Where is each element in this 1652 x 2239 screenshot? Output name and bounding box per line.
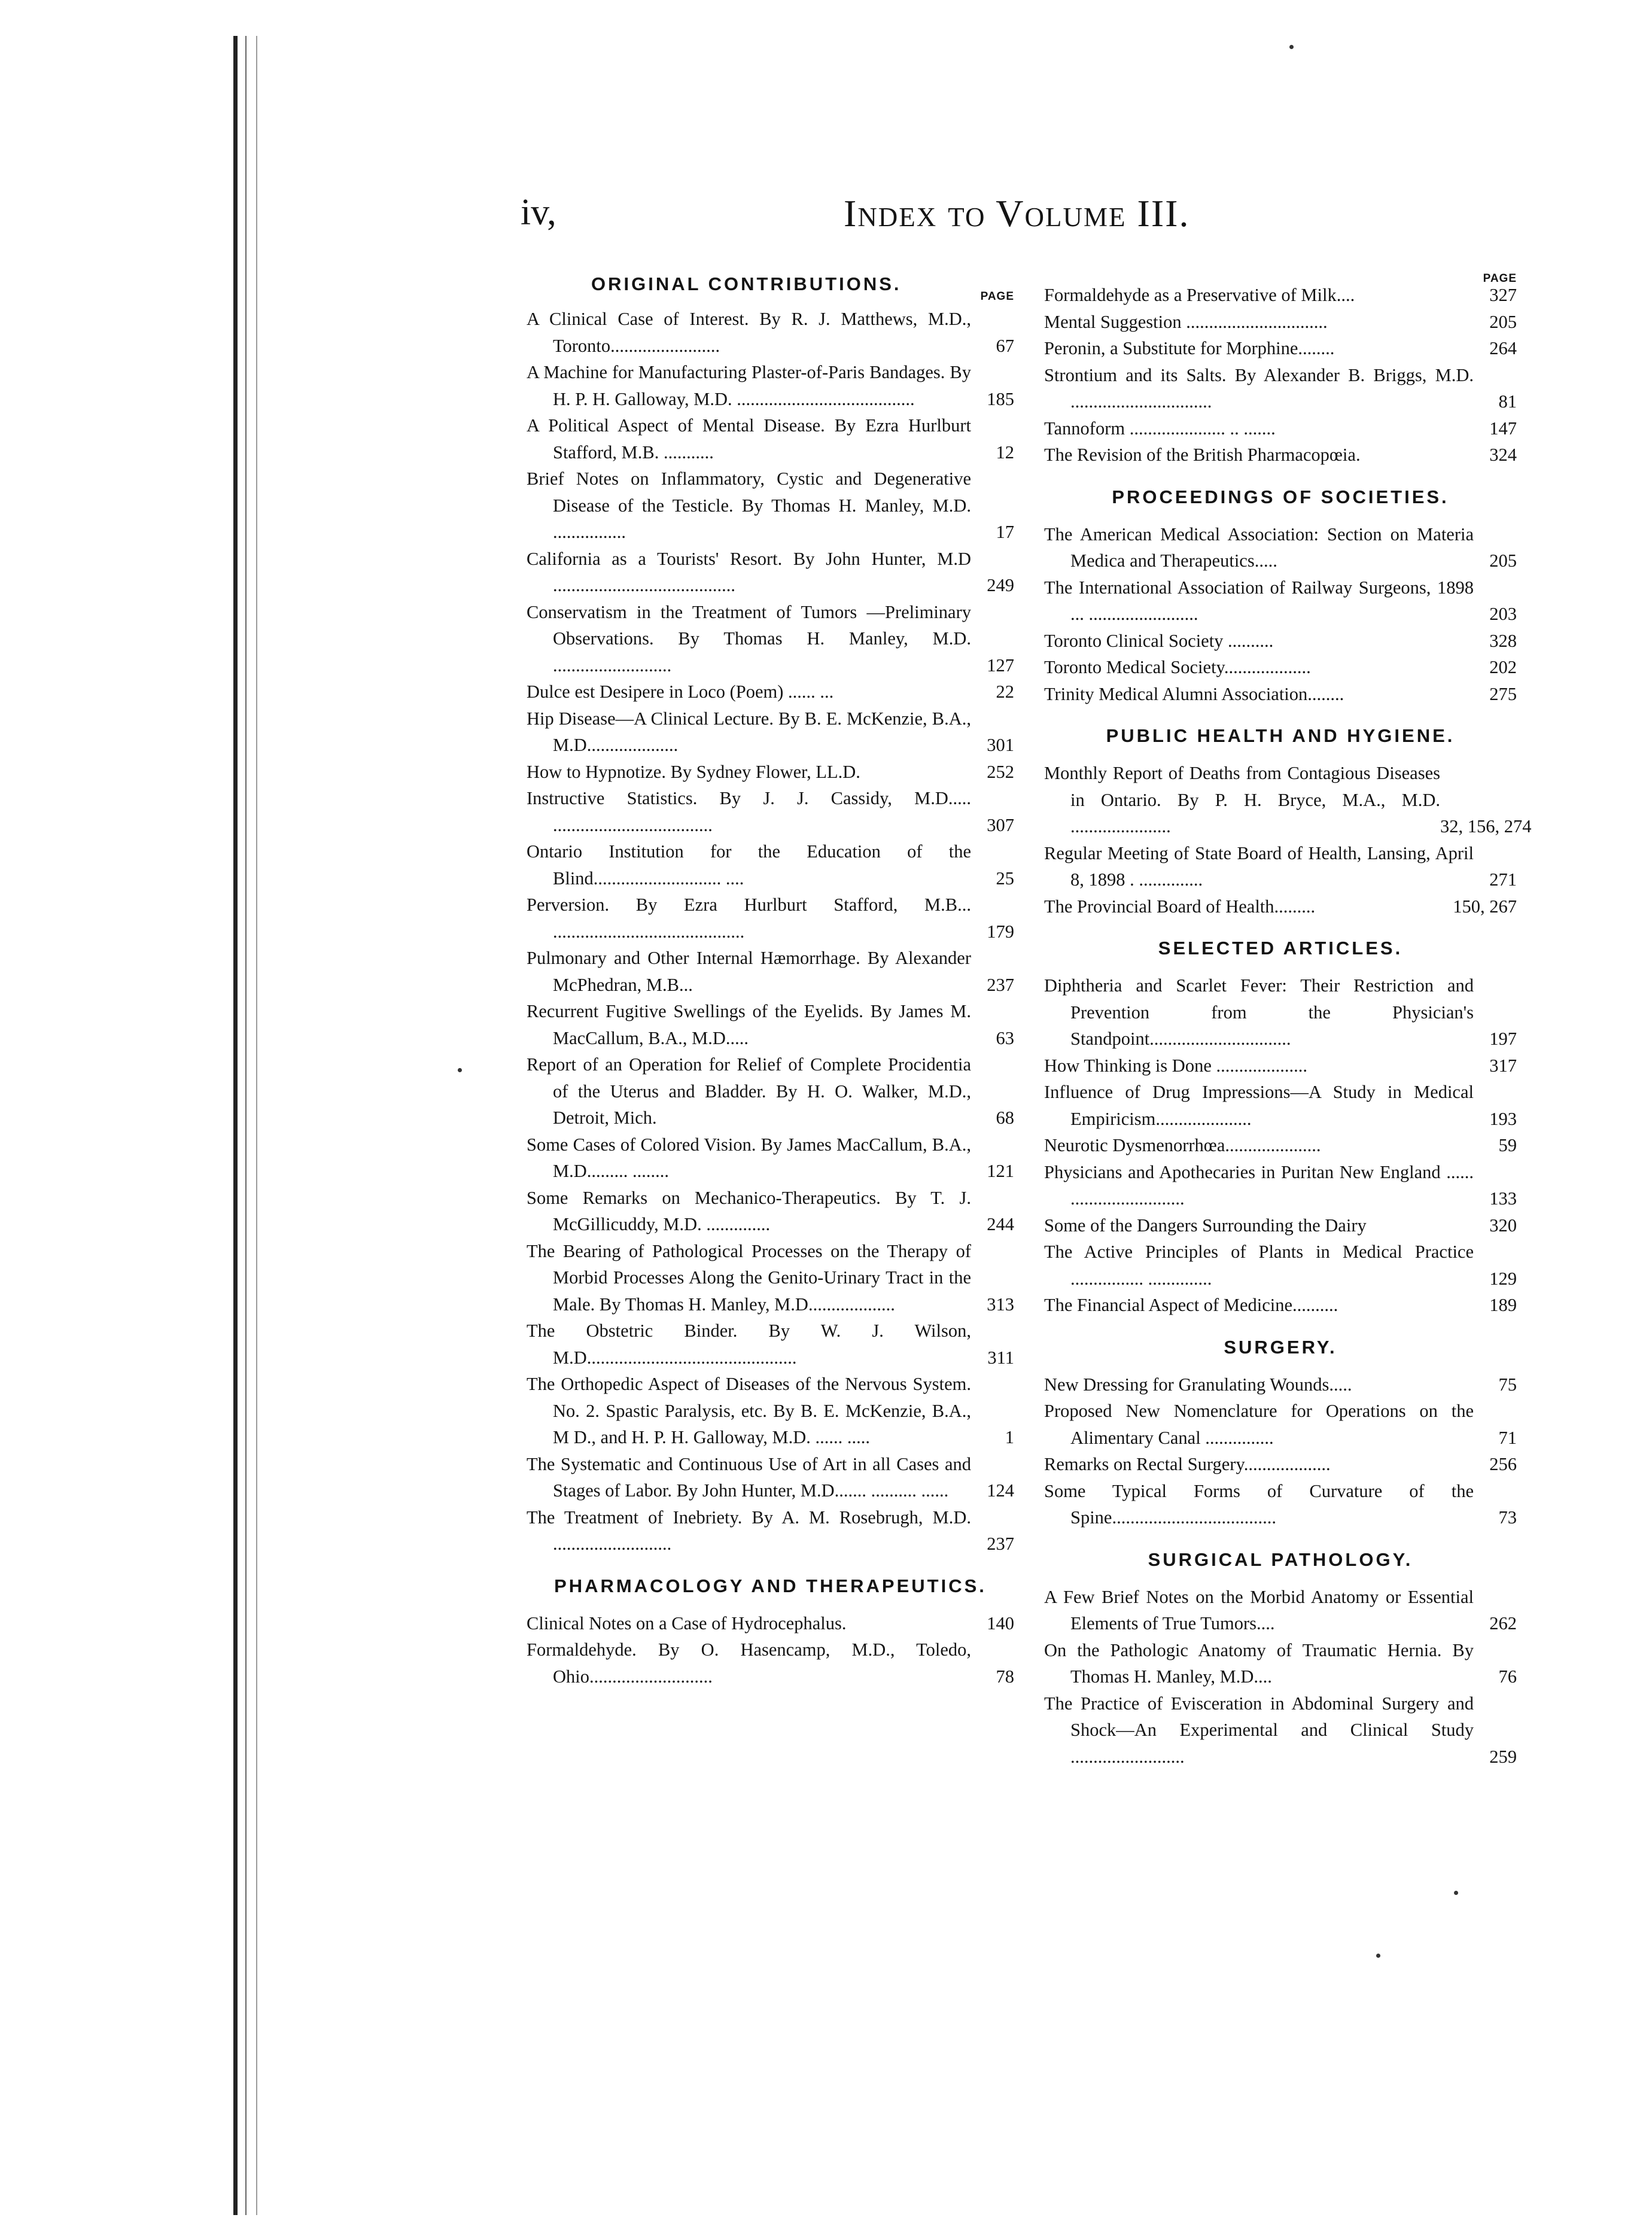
index-entry [527,1185,1014,1238]
entry-page-number: 73 [1498,1507,1517,1528]
entry-page-number: 124 [987,1480,1014,1501]
entry-title: Recurrent Fugitive Swellings of the Eyelids. By James M. MacCallum, B.A., M.D..... [527,1001,971,1048]
entry-page-number: 150, 267 [1453,896,1517,917]
entry-page-number: 249 [987,575,1014,595]
index-entry [1044,1478,1517,1531]
index-entry [527,998,1014,1051]
index-entry [1044,309,1517,336]
entry-title: Conservatism in the Treatment of Tumors —Preliminary Observations. By Thomas H. Manley, M.D. .......................... [527,601,971,676]
index-entry [527,1131,1014,1185]
section-original-contributions [527,272,1014,1557]
entry-title: Brief Notes on Inflammatory, Cystic and Degenerative Disease of the Testicle. By Thomas H. Manley, M.D. ................ [527,469,971,542]
scan-speck [458,1068,462,1072]
index-entry [527,838,1014,892]
entry-page-number: 68 [996,1108,1014,1128]
index-entry [527,359,1014,412]
entry-page-number: 127 [987,655,1014,676]
entry-page-number: 327 [1489,285,1517,305]
index-entry [1044,840,1517,893]
entry-title: Some of the Dangers Surrounding the Dairy [1044,1215,1367,1236]
index-entry [1044,282,1517,309]
entry-title: Regular Meeting of State Board of Health, Lansing, April 8, 1898 . .............. [1044,842,1474,890]
index-entry [527,1051,1014,1131]
entry-page-number: 324 [1489,445,1517,465]
index-entry [527,679,1014,705]
entry-page-number: 237 [987,974,1014,995]
entry-page-number: 32, 156, 274 [1440,816,1532,836]
index-entry [1044,1079,1517,1132]
entry-title: Perversion. By Ezra Hurlburt Stafford, M.B... .......................................... [527,895,971,942]
index-entry [527,412,1014,466]
section-continued [1044,272,1517,469]
index-entry [1044,521,1517,574]
entry-page-number: 264 [1489,338,1517,358]
entry-page-number: 252 [987,761,1014,782]
index-entry [1044,574,1517,628]
entry-title: The Financial Aspect of Medicine.......... [1044,1295,1338,1315]
index-entry [1044,415,1517,442]
index-entry [527,705,1014,759]
entry-title: The Treatment of Inebriety. By A. M. Rosebrugh, M.D. .......................... [527,1507,971,1554]
entry-page-number: 1 [1005,1427,1014,1447]
entry-page-number: 189 [1489,1295,1517,1315]
entry-title: The Systematic and Continuous Use of Art in all Cases and Stages of Labor. By John Hunter, M.D....... .......... ...... [527,1453,971,1501]
section-heading: PUBLIC HEALTH AND HYGIENE. [1106,725,1455,746]
section-heading: SURGICAL PATHOLOGY. [1148,1549,1413,1570]
entry-title: Diphtheria and Scarlet Fever: Their Restriction and Prevention from the Physician's Standpoint............................... [1044,975,1474,1049]
index-entry [1044,1052,1517,1079]
entry-title: California as a Tourists' Resort. By John Hunter, M.D ........................................ [527,548,971,595]
entry-title: Some Remarks on Mechanico-Therapeutics. By T. J. McGillicuddy, M.D. .............. [527,1187,971,1234]
entry-title: The Active Principles of Plants in Medical Practice ................ .............. [1044,1242,1474,1289]
entry-title: The American Medical Association: Section on Materia Medica and Therapeutics..... [1044,524,1474,571]
section-heading: ORIGINAL CONTRIBUTIONS. [591,273,902,294]
index-entry [1044,362,1517,415]
entry-page-number: 205 [1489,550,1517,571]
entry-title: Clinical Notes on a Case of Hydrocephalus. [527,1613,847,1633]
entry-title: Physicians and Apothecaries in Puritan New England ...... ......................... [1044,1161,1474,1209]
index-entry [1044,972,1517,1052]
index-entry [1044,1212,1517,1239]
entry-page-number: 193 [1489,1108,1517,1129]
index-entry [527,599,1014,679]
entry-page-number: 179 [987,921,1014,942]
entry-title: Toronto Clinical Society .......... [1044,630,1274,651]
entry-title: Strontium and its Salts. By Alexander B. Briggs, M.D. ............................... [1044,364,1474,412]
entry-title: Toronto Medical Society................... [1044,657,1311,677]
index-entry [1044,1239,1517,1292]
entry-title: Tannoform ..................... .. ....... [1044,418,1276,439]
entry-page-number: 147 [1489,418,1517,439]
entry-page-number: 301 [987,735,1014,755]
entry-page-number: 185 [987,388,1014,409]
index-entry [527,1504,1014,1557]
binding-edge [233,36,238,2215]
entry-page-number: 59 [1498,1135,1517,1155]
entry-page-number: 71 [1498,1427,1517,1448]
page-column-label: PAGE [1483,272,1517,285]
entry-title: Dulce est Desipere in Loco (Poem) ...... ... [527,682,834,702]
entry-page-number: 81 [1498,391,1517,412]
section-public-health-and-hygiene [1044,724,1532,920]
entry-page-number: 307 [987,814,1014,835]
entry-title: Hip Disease—A Clinical Lecture. By B. E. McKenzie, B.A., M.D.................... [527,708,971,755]
index-entry [1044,1159,1517,1212]
index-entry [1044,760,1532,840]
index-entry [527,945,1014,998]
index-entry [527,785,1014,838]
index-entry [1044,335,1517,362]
index-entry [527,1610,1014,1637]
section-pharmacology-and-therapeutics [527,1574,1014,1690]
entry-page-number: 12 [996,442,1014,463]
scan-speck [1376,1954,1380,1958]
entry-title: The Revision of the British Pharmacopœia. [1044,445,1361,465]
entry-page-number: 256 [1489,1454,1517,1474]
entry-title: Influence of Drug Impressions—A Study in Medical Empiricism..................... [1044,1082,1474,1129]
entry-title: A Political Aspect of Mental Disease. By Ezra Hurlburt Stafford, M.B. ........... [527,415,971,463]
index-entry [1044,1371,1517,1398]
entry-page-number: 262 [1489,1613,1517,1633]
page-column-label: PAGE [980,290,1014,303]
index-entry [527,759,1014,786]
entry-title: A Few Brief Notes on the Morbid Anatomy or Essential Elements of True Tumors.... [1044,1586,1474,1633]
binding-edge [245,36,247,2215]
index-column-right [1044,272,1532,1770]
entry-page-number: 121 [987,1161,1014,1181]
section-heading: PROCEEDINGS OF SOCIETIES. [1112,486,1449,507]
entry-title: Pulmonary and Other Internal Hæmorrhage. By Alexander McPhedran, M.B... [527,948,971,995]
entry-title: Some Cases of Colored Vision. By James MacCallum, B.A., M.D......... ........ [527,1134,971,1181]
page-number: iv, [521,192,556,233]
index-entry [527,1636,1014,1690]
entry-page-number: 129 [1489,1268,1517,1289]
index-column-left [527,272,1014,1690]
binding-edge [256,36,257,2215]
entry-page-number: 328 [1489,630,1517,651]
entry-page-number: 203 [1489,604,1517,624]
index-entry [527,466,1014,546]
entry-title: A Machine for Manufacturing Plaster-of-Paris Bandages. By H. P. H. Galloway, M.D. ....................................... [527,362,971,409]
page-title: Index to Volume III. [844,192,1190,235]
index-entry [1044,893,1517,920]
entry-title: The Practice of Evisceration in Abdominal Surgery and Shock—An Experimental and Clinical Study ......................... [1044,1693,1474,1767]
entry-page-number: 202 [1489,657,1517,677]
entry-page-number: 63 [996,1027,1014,1048]
section-heading: PHARMACOLOGY AND THERAPEUTICS. [554,1575,987,1596]
index-entry [1044,1292,1517,1319]
entry-page-number: 22 [996,682,1014,702]
entry-title: Proposed New Nomenclature for Operations on the Alimentary Canal ............... [1044,1401,1474,1448]
index-entry [1044,1690,1517,1770]
entry-title: On the Pathologic Anatomy of Traumatic Hernia. By Thomas H. Manley, M.D.... [1044,1639,1474,1687]
index-entry [1044,1584,1517,1637]
entry-page-number: 259 [1489,1746,1517,1767]
entry-title: Mental Suggestion ............................... [1044,311,1328,332]
entry-title: New Dressing for Granulating Wounds..... [1044,1374,1352,1395]
section-proceedings-of-societies [1044,485,1517,708]
section-heading: SURGERY. [1224,1336,1337,1358]
page-header [521,191,1508,245]
entry-title: The Bearing of Pathological Processes on the Therapy of Morbid Processes Along the Genito-Urinary Tract in the Male. By Thomas H. Manley, M.D................... [527,1240,971,1315]
entry-page-number: 311 [987,1347,1014,1368]
entry-page-number: 320 [1489,1215,1517,1236]
entry-page-number: 197 [1489,1029,1517,1049]
section-surgery [1044,1336,1517,1531]
entry-title: The Obstetric Binder. By W. J. Wilson, M.D.............................................. [527,1321,971,1368]
scan-speck [1454,1891,1458,1895]
entry-title: Formaldehyde as a Preservative of Milk.... [1044,285,1355,305]
index-entry [1044,681,1517,708]
scan-speck [1289,45,1294,49]
entry-page-number: 75 [1498,1374,1517,1395]
index-entry [527,1238,1014,1318]
entry-title: Remarks on Rectal Surgery................... [1044,1454,1331,1474]
entry-title: Instructive Statistics. By J. J. Cassidy, M.D..... ................................... [527,788,971,835]
index-entry [1044,442,1517,469]
index-entry [1044,1451,1517,1478]
entry-page-number: 205 [1489,311,1517,332]
index-entry [527,1451,1014,1504]
index-entry [1044,1637,1517,1690]
entry-title: Report of an Operation for Relief of Complete Procidentia of the Uterus and Bladder. By H. O. Walker, M.D., Detroit, Mich. [527,1054,971,1128]
entry-title: Trinity Medical Alumni Association........ [1044,683,1344,704]
entry-title: The Orthopedic Aspect of Diseases of the Nervous System. No. 2. Spastic Paralysis, etc. By B. E. McKenzie, B.A., M D., and H. P. H. Galloway, M.D. ...... ..... [527,1374,971,1447]
index-entry [527,306,1014,359]
entry-page-number: 275 [1489,683,1517,704]
index-entry [1044,628,1517,655]
entry-page-number: 17 [996,522,1014,542]
entry-title: Peronin, a Substitute for Morphine........ [1044,338,1335,358]
entry-title: Neurotic Dysmenorrhœa..................... [1044,1135,1321,1155]
entry-title: Ontario Institution for the Education of the Blind............................ .... [527,841,971,889]
entry-title: Formaldehyde. By O. Hasencamp, M.D., Toledo, Ohio........................... [527,1639,971,1687]
entry-page-number: 271 [1489,869,1517,890]
index-entry [1044,654,1517,681]
entry-page-number: 67 [996,335,1014,356]
entry-page-number: 244 [987,1214,1014,1234]
entry-title: How to Hypnotize. By Sydney Flower, LL.D. [527,761,860,782]
entry-page-number: 237 [987,1534,1014,1554]
entry-page-number: 76 [1498,1666,1517,1687]
entry-page-number: 133 [1489,1188,1517,1209]
entry-title: How Thinking is Done .................... [1044,1055,1307,1076]
index-entry [1044,1132,1517,1159]
entry-title: Some Typical Forms of Curvature of the Spine.................................... [1044,1480,1474,1528]
entry-title: The Provincial Board of Health......... [1044,896,1316,917]
index-entry [527,892,1014,945]
entry-page-number: 78 [996,1666,1014,1687]
index-entry [1044,1398,1517,1451]
index-entry [527,546,1014,599]
entry-title: The International Association of Railway Surgeons, 1898 ... ........................ [1044,577,1474,624]
index-entry [527,1318,1014,1371]
entry-title: A Clinical Case of Interest. By R. J. Matthews, M.D., Toronto........................ [527,309,971,356]
entry-page-number: 317 [1489,1055,1517,1076]
index-entry [527,1371,1014,1451]
entry-page-number: 313 [987,1294,1014,1315]
section-surgical-pathology [1044,1548,1517,1770]
section-heading: SELECTED ARTICLES. [1158,938,1403,959]
section-selected-articles [1044,936,1517,1319]
entry-page-number: 140 [987,1613,1014,1633]
entry-page-number: 25 [996,868,1014,889]
entry-title: Monthly Report of Deaths from Contagious Diseases in Ontario. By P. H. Bryce, M.A., M.D. ...................... [1044,763,1440,836]
